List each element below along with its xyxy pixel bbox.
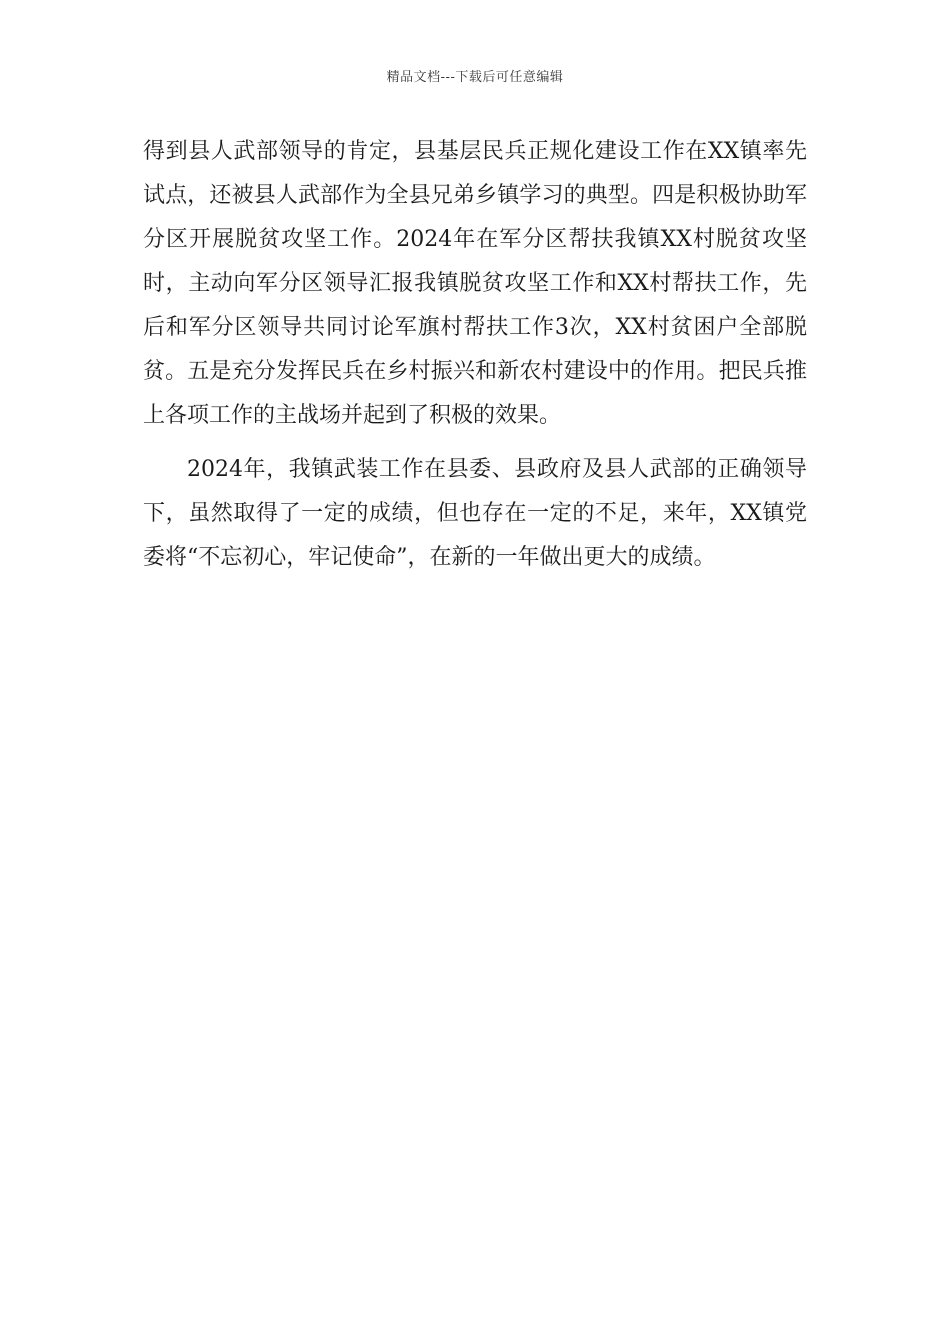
page-header: 精品文档---下载后可任意编辑 [386,70,564,85]
document-body [143,130,807,580]
paragraph-conclusion: 2024年，我镇武装工作在县委、县政府及县人武部的正确领导下，虽然取得了一定的成绩，但也存在一定的不足，来年，XX镇党委将“不忘初心，牢记使命”，在新的一年做出更大的成绩。 [143,457,807,570]
paragraph-continued: 得到县人武部领导的肯定，县基层民兵正规化建设工作在XX镇率先试点，还被县人武部作为全县兄弟乡镇学习的典型。四是积极协助军分区开展脱贫攻坚工作。2024年在军分区帮扶我镇XX村脱贫攻坚时，主动向军分区领导汇报我镇脱贫攻坚工作和XX村帮扶工作，先后和军分区领导共同讨论军旗村帮扶工作3次，XX村贫困户全部脱贫。五是充分发挥民兵在乡村振兴和新农村建设中的作用。把民兵推上各项工作的主战场并起到了积极的效果。 [143,139,807,428]
